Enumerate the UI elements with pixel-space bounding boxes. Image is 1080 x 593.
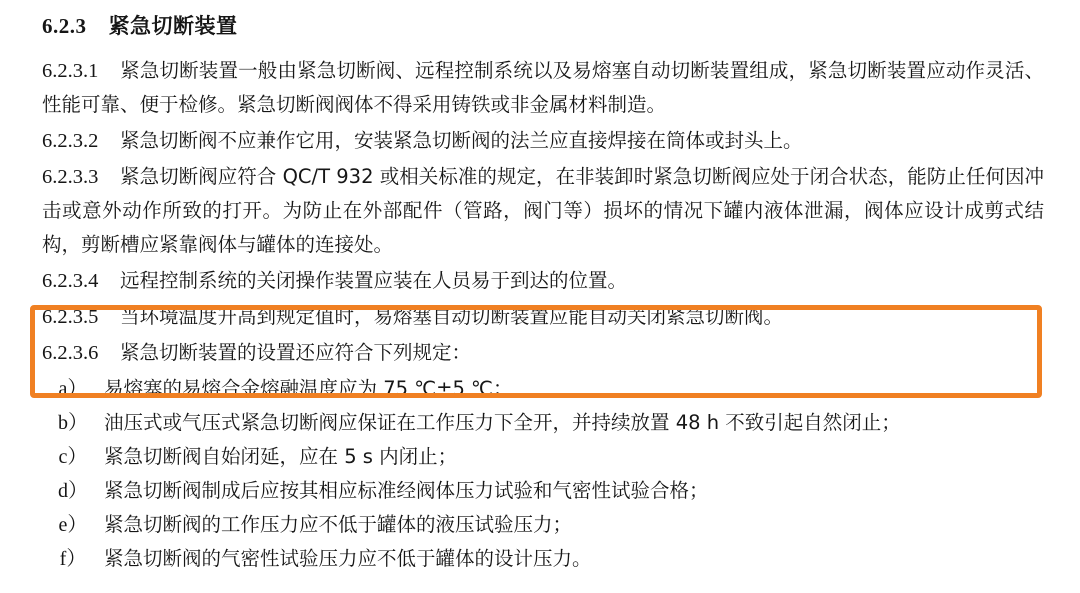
list-item-label: c） <box>58 446 88 468</box>
clause-6-2-3-3 <box>0 160 1080 262</box>
clause-text: 紧急切断装置的设置还应符合下列规定： <box>120 341 472 364</box>
clause-6-2-3-6 <box>0 336 1080 370</box>
section-heading-title: 紧急切断装置 <box>108 14 238 38</box>
clause-6-2-3-2 <box>0 124 1080 158</box>
list-item-text: 油压式或气压式紧急切断阀应保证在工作压力下全开，并持续放置 48 h 不致引起自然闭止； <box>104 411 901 434</box>
list-item <box>42 542 1044 576</box>
clause-6-2-3-4 <box>0 264 1080 298</box>
list-item-label: d） <box>58 480 88 502</box>
list-item <box>42 372 1044 406</box>
list-item-text: 紧急切断阀自始闭延，应在 5 s 内闭止； <box>104 445 458 468</box>
list-item <box>42 406 1044 440</box>
clause-6-2-3-5 <box>0 300 1080 334</box>
list-item-text: 易熔塞的易熔合金熔融温度应为 75 ℃±5 ℃； <box>104 377 513 400</box>
document-page <box>0 10 1080 593</box>
clause-item-list <box>0 372 1080 576</box>
clause-text: 当环境温度升高到规定值时，易熔塞自动切断装置应能自动关闭紧急切断阀。 <box>120 305 784 328</box>
clause-number: 6.2.3.1 <box>42 60 99 82</box>
list-item-label: b） <box>58 412 88 434</box>
clause-text: 紧急切断装置一般由紧急切断阀、远程控制系统以及易熔塞自动切断装置组成，紧急切断装置应动作灵活、性能可靠、便于检修。紧急切断阀阀体不得采用铸铁或非金属材料制造。 <box>42 59 1044 116</box>
clause-text: 紧急切断阀应符合 QC/T 932 或相关标准的规定，在非装卸时紧急切断阀应处于闭合状态，能防止任何因冲击或意外动作所致的打开。为防止在外部配件（管路，阀门等）损坏的情况下罐内液体泄漏，阀体应设计成剪式结构，剪断槽应紧靠阀体与罐体的连接处。 <box>42 165 1044 256</box>
list-item <box>42 508 1044 542</box>
clause-6-2-3-1 <box>0 54 1080 122</box>
clause-number: 6.2.3.5 <box>42 306 99 328</box>
list-item-label: f） <box>59 548 87 570</box>
clause-number: 6.2.3.2 <box>42 130 99 152</box>
section-heading-number: 6.2.3 <box>42 14 87 38</box>
clause-text: 远程控制系统的关闭操作装置应装在人员易于到达的位置。 <box>120 269 628 292</box>
list-item <box>42 474 1044 508</box>
clause-number: 6.2.3.3 <box>42 166 99 188</box>
list-item <box>42 440 1044 474</box>
clause-number: 6.2.3.4 <box>42 270 99 292</box>
list-item-text: 紧急切断阀制成后应按其相应标准经阀体压力试验和气密性试验合格； <box>104 479 709 502</box>
list-item-label: a） <box>58 378 88 400</box>
clause-text: 紧急切断阀不应兼作它用，安装紧急切断阀的法兰应直接焊接在筒体或封头上。 <box>120 129 803 152</box>
clause-number: 6.2.3.6 <box>42 342 99 364</box>
list-item-text: 紧急切断阀的气密性试验压力应不低于罐体的设计压力。 <box>104 547 592 570</box>
list-item-label: e） <box>58 514 88 536</box>
section-heading <box>0 10 1080 40</box>
list-item-text: 紧急切断阀的工作压力应不低于罐体的液压试验压力； <box>104 513 573 536</box>
